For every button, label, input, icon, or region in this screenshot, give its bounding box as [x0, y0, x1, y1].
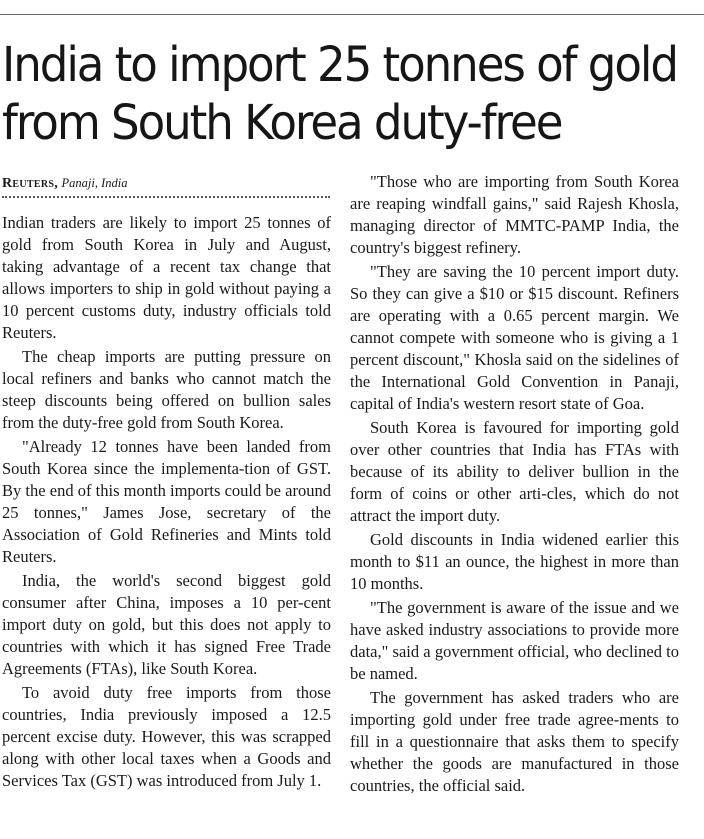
byline-dateline: Panaji, India — [61, 176, 128, 190]
paragraph: To avoid duty free imports from those countries, India previously imposed a 12.5 percent excise duty. However, this was scrapped along with other local taxes when a Goods and Services Tax (GST) was introduced from July 1. — [2, 683, 331, 790]
paragraph: "Those who are importing from South Korea are reaping windfall gains," said Rajesh Khosla, managing director of MMTC-PAMP India, the country's biggest refinery. — [350, 172, 679, 257]
byline — [2, 174, 128, 193]
right-column — [350, 171, 679, 799]
headline-line-1: India to import 25 tonnes of gold — [2, 37, 677, 93]
paragraph: "They are saving the 10 percent import duty. So they can give a $10 or $15 discount. Refiners are operating with a 0.65 percent margin. We cannot compete with someone who is giving a 1 percent discount," Khosla said on the sidelines of the International Gold Convention in Panaji, capital of India's western resort state of Goa. — [350, 262, 679, 413]
paragraph: The cheap imports are putting pressure on local refiners and banks who cannot match the steep discounts being offered on bullion sales from the duty-free gold from South Korea. — [2, 347, 331, 432]
byline-divider — [2, 196, 330, 198]
paragraph: Gold discounts in India widened earlier this month to $11 an ounce, the highest in more than 10 months. — [350, 530, 679, 593]
left-column — [2, 212, 331, 794]
paragraph: The government has asked traders who are importing gold under free trade agree-ments to fill in a questionnaire that asks them to specify whether the goods are manufactured in those countries, the official said. — [350, 688, 679, 795]
paragraph: "Already 12 tonnes have been landed from South Korea since the implementa-tion of GST. By the end of this month imports could be around 25 tonnes," James Jose, secretary of the Association of Gold Refineries and Mints told Reuters. — [2, 437, 331, 566]
top-divider — [0, 14, 704, 15]
headline-line-2: from South Korea duty-free — [2, 95, 562, 151]
paragraph: Indian traders are likely to import 25 tonnes of gold from South Korea in July and August, taking advantage of a recent tax change that allows importers to ship in gold without paying a 10 percent customs duty, industry officials told Reuters. — [2, 213, 331, 342]
byline-agency: Reuters, — [2, 176, 59, 191]
paragraph: South Korea is favoured for importing gold over other countries that India has FTAs with because of its ability to deliver bullion in the form of coins or other arti-cles, which do not attract the import duty. — [350, 418, 679, 525]
paragraph: India, the world's second biggest gold consumer after China, imposes a 10 per-cent import duty on gold, but this does not apply to countries with which it has signed Free Trade Agreements (FTAs), like South Korea. — [2, 571, 331, 678]
paragraph: "The government is aware of the issue and we have asked industry associations to provide more data," said a government official, who declined to be named. — [350, 598, 679, 683]
article-headline — [2, 36, 677, 152]
